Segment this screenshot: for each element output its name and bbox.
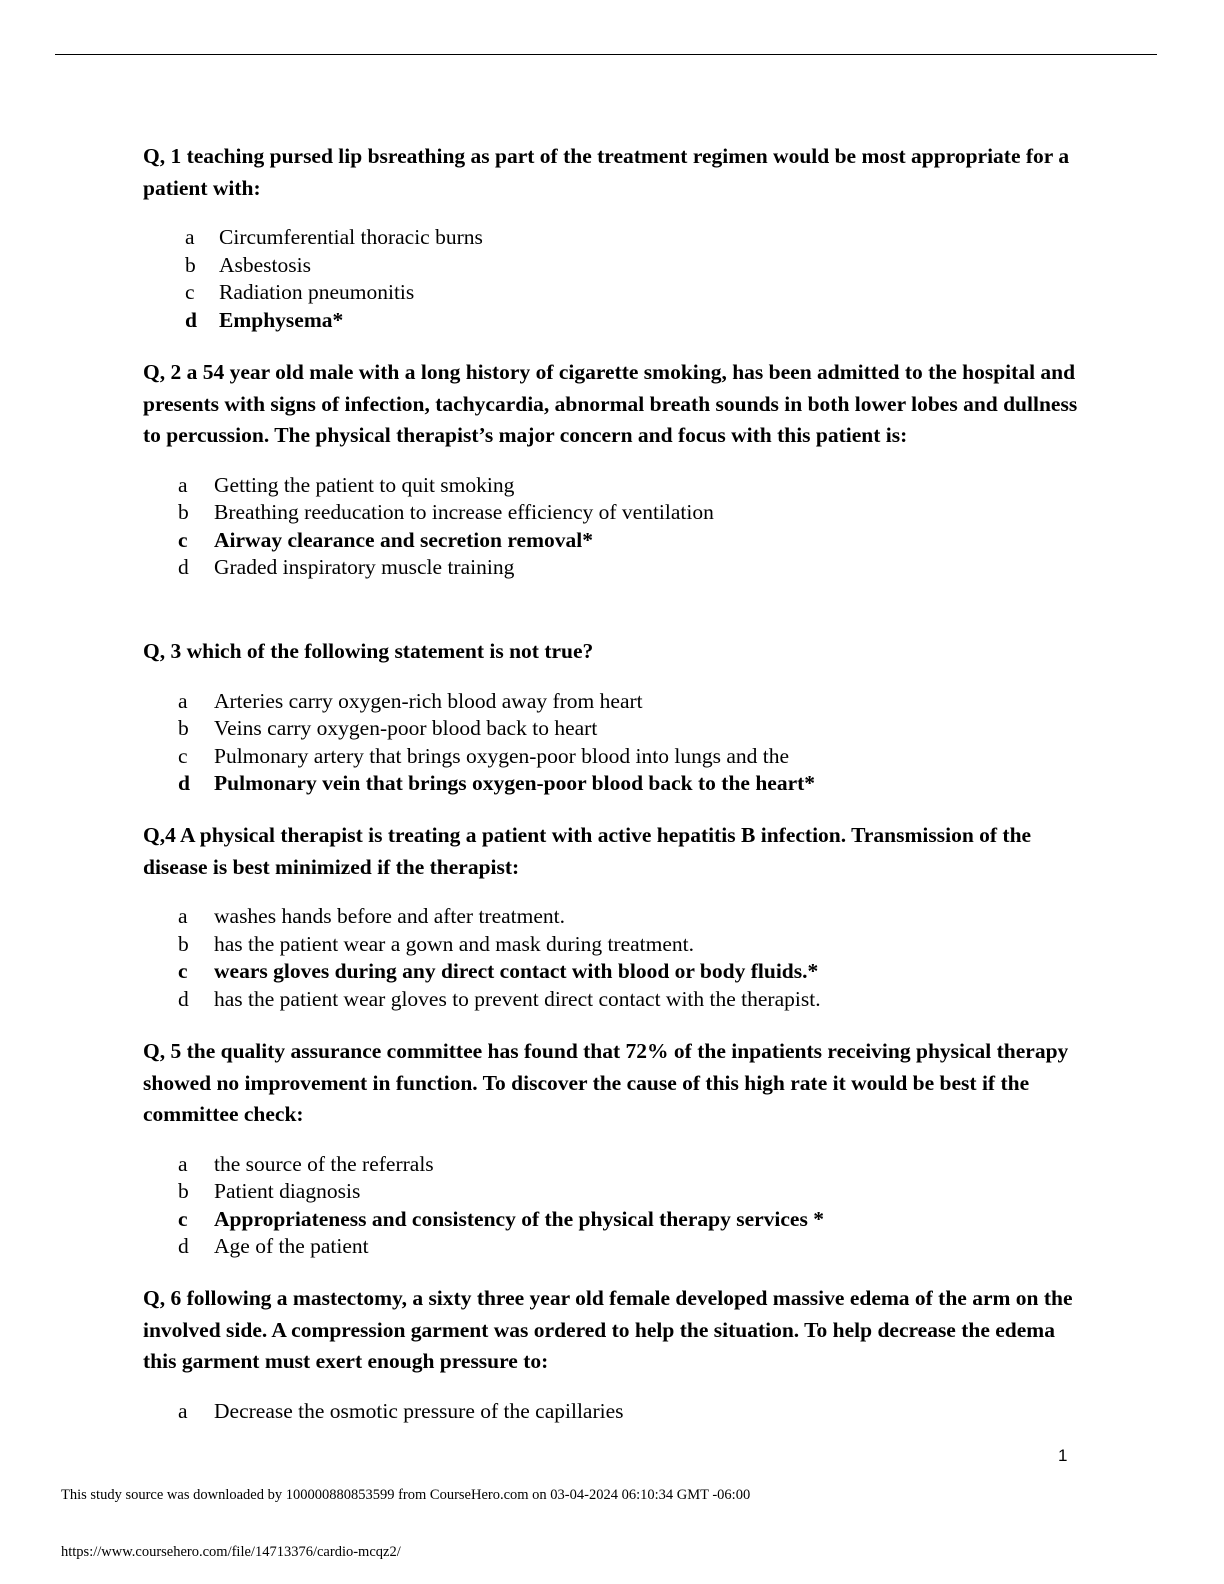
option-text: Pulmonary vein that brings oxygen-poor blood back to the heart* — [214, 771, 816, 795]
option-letter: a — [178, 472, 188, 497]
option-text: Radiation pneumonitis — [219, 280, 415, 304]
question-4 — [143, 820, 1083, 1013]
option-text: Age of the patient — [214, 1234, 369, 1258]
option-letter: b — [178, 931, 189, 956]
option-a — [143, 903, 1083, 931]
question-3 — [143, 636, 815, 798]
option-text: Breathing reeducation to increase efficiency of ventilation — [214, 500, 714, 524]
option-text: Pulmonary artery that brings oxygen-poor blood into lungs and the — [214, 743, 790, 768]
option-text: Graded inspiratory muscle training — [214, 555, 515, 579]
option-a — [143, 472, 1083, 500]
option-b — [143, 499, 1083, 527]
question-text: Q, 2 a 54 year old male with a long history of cigarette smoking, has been admitted to the hospital and presents with signs of infection, tachycardia, abnormal breath sounds in both lower lobes and dullness to percussion. The physical therapist’s major concern and focus with this patient is: — [143, 360, 1078, 447]
option-text: Getting the patient to quit smoking — [214, 472, 515, 497]
option-letter: a — [178, 904, 188, 928]
option-text: Veins carry oxygen-poor blood back to heart — [214, 716, 598, 740]
option-letter: b — [178, 500, 189, 524]
option-letter: a — [185, 225, 195, 249]
option-text: washes hands before and after treatment. — [214, 904, 566, 928]
option-d — [143, 1233, 1083, 1261]
option-text: Patient diagnosis — [214, 1179, 361, 1203]
options-list — [143, 472, 1083, 582]
option-b — [143, 1178, 1083, 1206]
option-text: Appropriateness and consistency of the physical therapy services * — [214, 1206, 824, 1231]
header-rule — [55, 54, 1157, 55]
option-text: has the patient wear a gown and mask during treatment. — [214, 931, 695, 956]
option-letter: b — [178, 1179, 189, 1203]
page-number: 1 — [1058, 1446, 1068, 1465]
options-list — [143, 903, 1083, 1013]
options-list — [143, 224, 1083, 334]
option-c — [143, 743, 815, 771]
options-list — [143, 688, 815, 798]
option-letter: a — [178, 1398, 188, 1423]
question-6 — [143, 1283, 1083, 1425]
question-text: Q, 1 teaching pursed lip bsreathing as part of the treatment regimen would be most appropriate for a patient with: — [143, 144, 1070, 200]
option-d-correct — [143, 770, 815, 798]
option-letter: d — [185, 307, 197, 332]
option-letter: a — [178, 688, 188, 713]
option-d-correct — [143, 307, 1083, 335]
option-b — [143, 931, 1083, 959]
question-text: Q,4 A physical therapist is treating a patient with active hepatitis B infection. Transmission of the disease is best minimized if the therapist: — [143, 823, 1032, 879]
option-b — [143, 252, 1083, 280]
option-letter: c — [178, 743, 188, 768]
question-5 — [143, 1036, 1083, 1261]
option-letter: a — [178, 1151, 188, 1176]
source-url-link[interactable]: https://www.coursehero.com/file/14713376/cardio-mcqz2/ — [61, 1544, 401, 1560]
option-c-correct — [143, 1206, 1083, 1234]
option-d — [143, 986, 1083, 1014]
option-letter: b — [185, 252, 196, 277]
option-text: Emphysema* — [219, 307, 344, 332]
option-text: Asbestosis — [219, 252, 311, 277]
option-letter: d — [178, 1234, 189, 1258]
option-c-correct — [143, 527, 1083, 555]
options-list — [143, 1398, 1083, 1426]
option-letter: d — [178, 986, 189, 1011]
question-text: Q, 6 following a mastectomy, a sixty three year old female developed massive edema of the arm on the involved side. A compression garment was ordered to help the situation. To help decrease the edema this garment must exert enough pressure to: — [143, 1286, 1073, 1373]
option-letter: c — [178, 1206, 188, 1231]
option-letter: c — [178, 527, 188, 552]
download-source-line: This study source was downloaded by 100000880853599 from CourseHero.com on 03-04-2024 06:10:34 GMT -06:00 — [61, 1487, 751, 1503]
option-text: Circumferential thoracic burns — [219, 225, 483, 249]
question-1 — [143, 141, 1083, 334]
option-a — [143, 688, 815, 716]
option-text: Airway clearance and secretion removal* — [214, 527, 593, 552]
option-text: Decrease the osmotic pressure of the capillaries — [214, 1398, 624, 1423]
option-a — [143, 1151, 1083, 1179]
option-c — [143, 279, 1083, 307]
option-b — [143, 715, 815, 743]
option-a — [143, 224, 1083, 252]
option-letter: c — [185, 280, 195, 304]
option-letter: d — [178, 555, 189, 579]
option-d — [143, 554, 1083, 582]
question-text: Q, 3 which of the following statement is not true? — [143, 639, 594, 663]
option-letter: c — [178, 959, 188, 983]
option-letter: d — [178, 771, 190, 795]
question-text: Q, 5 the quality assurance committee has found that 72% of the inpatients receiving physical therapy showed no improvement in function. To discover the cause of this high rate it would be best if the committee check: — [143, 1039, 1069, 1126]
option-text: wears gloves during any direct contact with blood or body fluids.* — [214, 959, 819, 983]
options-list — [143, 1151, 1083, 1261]
option-text: Arteries carry oxygen-rich blood away from heart — [214, 688, 643, 713]
option-a — [143, 1398, 1083, 1426]
option-letter: b — [178, 716, 189, 740]
option-text: has the patient wear gloves to prevent direct contact with the therapist. — [214, 986, 821, 1011]
option-c-correct — [143, 958, 1083, 986]
option-text: the source of the referrals — [214, 1151, 434, 1176]
question-2 — [143, 357, 1083, 582]
